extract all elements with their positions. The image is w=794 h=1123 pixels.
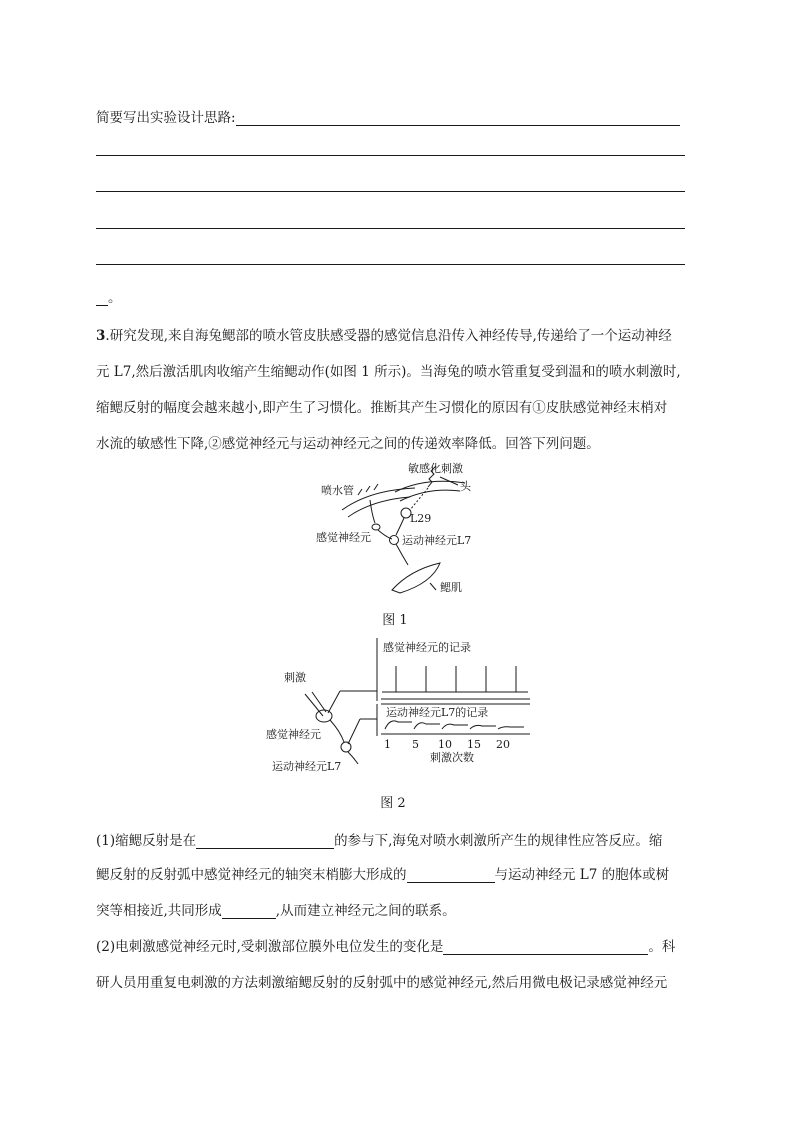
fig2-label-motor-record: 运动神经元L7的记录 (386, 706, 489, 719)
answer-blank[interactable] (236, 112, 680, 126)
design-prompt-line (96, 106, 680, 126)
sub2-line: 研人员用重复电刺激的方法刺激缩鳃反射的反射弧中的感觉神经元,然后用微电极记录感觉神经元 (96, 975, 668, 991)
fig2-label-sensory-record: 感觉神经元的记录 (383, 641, 471, 654)
l29-axon (396, 518, 404, 535)
sub2-text: 。科 (648, 939, 676, 955)
fig1-label-sensory: 感觉神经元 (316, 531, 371, 544)
answer-blank[interactable] (96, 292, 108, 306)
fig1-label-spout: 喷水管 (321, 484, 354, 497)
sub2-text: (2)电刺激感觉神经元时,受刺激部位膜外电位发生的变化是 (96, 939, 444, 955)
outer-arc (400, 490, 460, 501)
fig2-label-motor: 运动神经元L7 (272, 760, 342, 773)
motor-epsp-trace (385, 721, 524, 729)
answer-blank[interactable] (443, 941, 648, 955)
record-electrode (328, 691, 340, 713)
question-number: 3 (96, 328, 106, 344)
sensory-cell (372, 524, 380, 530)
axis-tick-label: 10 (438, 738, 452, 751)
sub1-text: ,从而建立神经元之间的联系。 (275, 903, 456, 919)
q3-para-line: 元 L7,然后激活肌肉收缩产生缩鳃动作(如图 1 所示)。当海兔的喷水管重复受到温和的喷水刺激时, (96, 364, 681, 380)
answer-blank[interactable] (222, 905, 276, 919)
fig2-label-sensory: 感觉神经元 (266, 728, 321, 741)
motor-axon (348, 752, 358, 764)
sub1-line (96, 863, 669, 883)
axis-label: 刺激次数 (430, 751, 474, 764)
figure-2 (260, 636, 540, 776)
sub1-text: 的参与下,海兔对喷水刺激所产生的规律性应答反应。缩 (334, 833, 663, 849)
answer-end-line (96, 286, 122, 306)
q3-para-line: 水流的敏感性下降,②感觉神经元与运动神经元之间的传递效率降低。回答下列问题。 (96, 436, 600, 452)
fig1-label-head: 头 (460, 480, 471, 493)
answer-line[interactable] (96, 191, 685, 192)
sub1-text: 与运动神经元 L7 的胞体或树 (494, 867, 670, 883)
motor-cell (341, 742, 351, 752)
axis-tick-label: 15 (467, 738, 481, 751)
stim-line (410, 488, 428, 510)
design-prompt: 简要写出实验设计思路: (96, 110, 236, 126)
fig1-label-gill: 鳃肌 (440, 581, 462, 594)
axis-tick-label: 5 (412, 738, 419, 751)
fig2-label-stimulus: 刺激 (284, 671, 306, 684)
figure-2-caption: 图 2 (380, 796, 406, 811)
fig1-label-sensitizer: 敏感化刺激 (408, 462, 463, 475)
q3-para-line (96, 324, 672, 344)
axis-tick-label: 20 (496, 738, 510, 751)
fig1-label-l29: L29 (410, 512, 432, 525)
figure-1-caption: 图 1 (382, 613, 408, 628)
sensory-cell (316, 710, 332, 722)
sub1-text: 突等相接近,共同形成 (96, 903, 222, 919)
sensory-axon (330, 720, 344, 742)
sensory-spike-trace (382, 666, 528, 692)
answer-blank[interactable] (407, 869, 495, 883)
end-mark: 。 (108, 290, 122, 306)
motor-axon (396, 544, 408, 565)
hatch-marks (358, 484, 378, 495)
fig1-label-motor: 运动神经元L7 (402, 534, 472, 547)
answer-line[interactable] (96, 228, 685, 229)
q3-text: .研究发现,来自海兔鳃部的喷水管皮肤感受器的感觉信息沿传入神经传导,传递给了一个运动神经 (105, 328, 672, 344)
q3-para-line: 缩鳃反射的幅度会越来越小,即产生了习惯化。推断其产生习惯化的原因有①皮肤感觉神经末梢对 (96, 400, 668, 416)
sub1-text: 鳃反射的反射弧中感觉神经元的轴突末梢膨大形成的 (96, 867, 407, 883)
answer-blank[interactable] (196, 835, 334, 849)
figure-1 (300, 455, 500, 605)
answer-line[interactable] (96, 155, 685, 156)
axis-tick-label: 1 (384, 738, 391, 751)
stimulus-electrode (305, 694, 323, 716)
sub1-text: (1)缩鳃反射是在 (96, 833, 197, 849)
motor-cell (390, 536, 399, 545)
record-electrode-motor (348, 719, 360, 744)
sub1-line (96, 899, 456, 919)
sub1-line (96, 829, 662, 849)
stimulus-electrode (312, 692, 326, 712)
gill-muscle (392, 563, 440, 593)
answer-line[interactable] (96, 264, 685, 265)
sub2-line (96, 935, 675, 955)
gill-leader (430, 583, 436, 590)
